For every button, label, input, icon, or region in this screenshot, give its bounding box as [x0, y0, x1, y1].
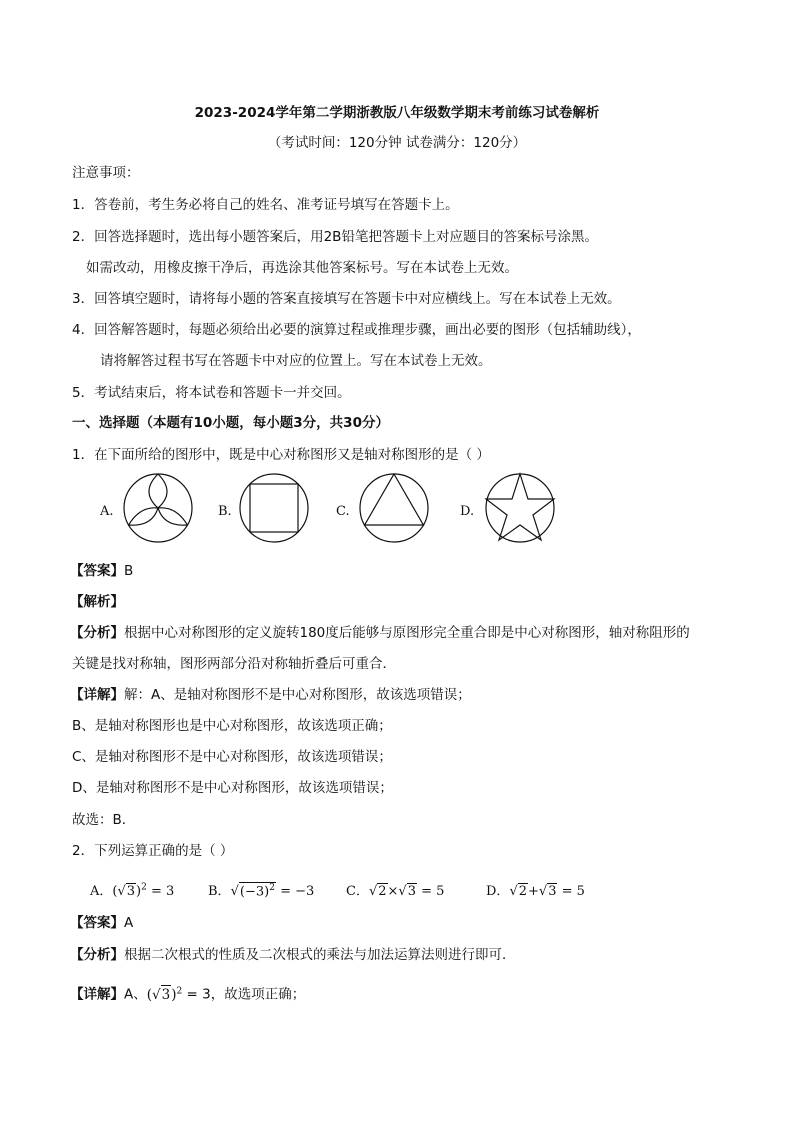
- page-title: 2023-2024学年第二学期浙教版八年级数学期末考前练习试卷解析: [194, 105, 600, 121]
- q2-detail-radicand: 3: [161, 986, 171, 1003]
- q1-option-figures: [100, 470, 580, 556]
- q2-option-b: B．$√(-3)^2 = -3$: [208, 882, 315, 899]
- q2-option-d: D．√2+√3 = 5: [486, 884, 585, 899]
- q1-option-c-label: C.: [336, 504, 350, 519]
- q1-figure-a-three-arcs: [122, 472, 194, 544]
- q2-fenxi: [70, 946, 516, 964]
- q2-fenxi-tag: 【分析】: [70, 947, 124, 963]
- q1-figure-d-star-in-circle: [484, 472, 556, 544]
- q2-answer-value: A: [124, 915, 134, 931]
- page-subtitle: （考试时间：120分钟 试卷满分：120分）: [267, 135, 527, 151]
- q2-d-radicand-1: 2: [518, 884, 528, 899]
- q2-detail-prefix: A、: [124, 986, 147, 1003]
- q1-fenxi-line2: 关键是找对称轴，图形两部分沿对称轴折叠后可重合．: [72, 656, 396, 672]
- q2-option-a: A．$(√3)^2 = 3$: [90, 882, 175, 899]
- q1-stem: 1．在下面所给的图形中，既是中心对称图形又是轴对称图形的是（ ）: [72, 447, 490, 463]
- q1-analysis-tag: [70, 593, 124, 611]
- q1-detail-line-b: B、是轴对称图形也是中心对称图形，故该选项正确；: [72, 718, 392, 734]
- q2-stem: 2．下列运算正确的是（ ）: [72, 843, 234, 859]
- q2-c-radicand-2: 3: [407, 884, 416, 899]
- q2-b-radicand: $(-3)^2$: [239, 882, 275, 899]
- q2-a-exponent: 2: [141, 882, 147, 893]
- q2-detail-exponent: 2: [176, 986, 183, 996]
- notice-item-3: 3．回答填空题时，请将每小题的答案直接填写在答题卡中对应横线上。写在本试卷上无效。: [72, 291, 621, 307]
- q2-detail-expr: $(√3)^2$: [146, 986, 183, 1003]
- q1-answer-tag: 【答案】: [70, 563, 124, 579]
- q2-a-rhs: = 3: [150, 884, 175, 899]
- notice-item-2: 2．回答选择题时，选出每小题答案后，用2B铅笔把答题卡上对应题目的答案标号涂黑。: [72, 229, 598, 245]
- q2-option-d-label: D．: [486, 884, 510, 899]
- q2-detail-rhs: = 3，故选项正确；: [186, 986, 306, 1003]
- q1-answer: [70, 562, 133, 580]
- q2-b-rhs: = −3: [280, 884, 315, 899]
- q1-answer-value: B: [124, 563, 134, 579]
- q2-answer-tag: 【答案】: [70, 915, 124, 931]
- q1-option-a-label: A.: [100, 504, 114, 519]
- q2-option-b-label: B．: [208, 884, 231, 899]
- q1-detail-line-c: C、是轴对称图形不是中心对称图形，故该选项错误；: [72, 749, 392, 765]
- notice-item-5: 5．考试结束后，将本试卷和答题卡一并交回。: [72, 385, 351, 401]
- q2-b-exponent: 2: [269, 882, 275, 893]
- notice-heading: 注意事项：: [72, 165, 140, 181]
- q1-fenxi-text: 根据中心对称图形的定义旋转180度后能够与原图形完全重合即是中心对称图形，轴对称阻形的: [124, 625, 690, 641]
- q1-figure-c-triangle-in-circle: [358, 472, 430, 544]
- q2-detail: [70, 982, 305, 1004]
- q2-b-neg3: −3: [244, 884, 265, 899]
- q1-detail: [70, 686, 471, 704]
- q2-option-a-label: A．: [90, 884, 113, 899]
- q2-c-radicand-1: 2: [378, 884, 387, 899]
- q2-d-rhs: = 5: [561, 884, 585, 899]
- q2-option-c-label: C．: [346, 884, 369, 899]
- q2-options: [90, 876, 650, 906]
- notice-item-1: 1．答卷前，考生务必将自己的姓名、准考证号填写在答题卡上。: [72, 197, 459, 213]
- q1-detail-line1: 解：A、是轴对称图形不是中心对称图形，故该选项错误；: [124, 687, 471, 703]
- q1-fenxi-tag: 【分析】: [70, 625, 124, 641]
- q2-c-rhs: = 5: [421, 884, 445, 899]
- q2-a-radicand: 3: [126, 884, 136, 899]
- q1-detail-tag: 【详解】: [70, 687, 124, 703]
- notice-item-4-cont: 请将解答过程书写在答题卡中对应的位置上。写在本试卷上无效。: [100, 353, 492, 369]
- q2-fenxi-text: 根据二次根式的性质及二次根式的乘法与加法运算法则进行即可．: [124, 947, 516, 963]
- q1-analysis-label: 【解析】: [70, 594, 124, 610]
- q2-answer: [70, 914, 133, 932]
- notice-item-4: 4．回答解答题时，每题必须给出必要的演算过程或推理步骤，画出必要的图形（包括辅助线），: [72, 322, 641, 338]
- q2-detail-tag: 【详解】: [70, 986, 124, 1003]
- q1-conclusion: 故选：B．: [72, 812, 136, 828]
- section-heading: 一、选择题（本题有10小题，每小题3分，共30分）: [72, 415, 389, 431]
- q1-figure-b-square-in-circle: [238, 472, 310, 544]
- q2-option-c: C．√2×√3 = 5: [346, 884, 445, 899]
- q1-detail-line-d: D、是轴对称图形不是中心对称图形，故该选项错误；: [72, 780, 393, 796]
- q1-fenxi: [70, 624, 690, 642]
- notice-item-2-cont: 如需改动，用橡皮擦干净后，再选涂其他答案标号。写在本试卷上无效。: [86, 260, 518, 276]
- q1-option-d-label: D.: [460, 504, 475, 519]
- q2-d-radicand-2: 3: [548, 884, 557, 899]
- q1-option-b-label: B.: [218, 504, 232, 519]
